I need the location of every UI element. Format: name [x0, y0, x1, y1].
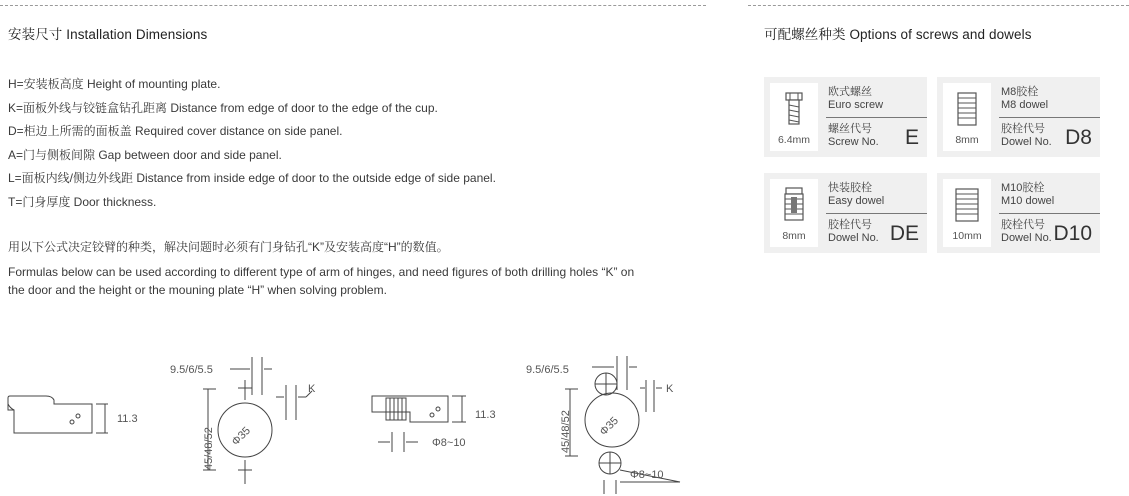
screw-name: M8胶栓 M8 dowel — [1001, 86, 1049, 111]
screw-size: 6.4mm — [777, 134, 811, 146]
definition-l: L=面板内线/侧边外线距 Distance from inside edge of door to the outside edge of side panel. — [8, 171, 496, 185]
mounting-plate-drawing — [8, 396, 108, 433]
screw-code: E — [904, 126, 919, 149]
screw-code-label: 胶栓代号 Dowel No. — [1001, 219, 1052, 244]
k-label-b: K — [666, 383, 674, 395]
screw-card-easy — [764, 173, 927, 253]
screw-divider — [826, 213, 927, 214]
screw-card-m8 — [937, 77, 1100, 157]
screw-divider — [999, 117, 1100, 118]
hinge-cup-drawing — [203, 357, 312, 484]
screw-code: D8 — [1065, 126, 1092, 149]
screw-code-label: 胶栓代号 Dowel No. — [828, 219, 879, 244]
offset-label: 9.5/6/5.5 — [170, 364, 213, 376]
screw-image-box — [770, 83, 818, 151]
screw-code-label: 胶栓代号 Dowel No. — [1001, 123, 1052, 148]
screw-divider — [826, 117, 927, 118]
screw-card-euro — [764, 77, 927, 157]
screw-image-box — [770, 179, 818, 247]
definition-a: A=门与侧板间隙 Gap between door and side panel. — [8, 147, 282, 162]
screw-image-box — [943, 83, 991, 151]
screw-code-label: 螺丝代号 Screw No. — [828, 123, 879, 148]
cup-diameter-label: Φ35 — [229, 424, 253, 449]
k-label: K — [308, 383, 316, 395]
screw-card-m10 — [937, 173, 1100, 253]
screw-code: DE — [889, 222, 919, 245]
installation-title: 安装尺寸 Installation Dimensions — [8, 27, 208, 42]
offset-label-b: 9.5/6/5.5 — [526, 364, 569, 376]
screw-name: M10胶栓 M10 dowel — [1001, 182, 1055, 207]
screw-size: 10mm — [952, 230, 982, 242]
cup-diameter-label-b: Φ35 — [597, 414, 621, 439]
divider-right — [748, 5, 1129, 6]
screw-size: 8mm — [782, 230, 806, 242]
definition-k: K=面板外线与铰链盒钻孔距离 Distance from edge of door to the edge of the cup. — [8, 100, 438, 115]
definition-h: H=安装板高度 Height of mounting plate. — [8, 77, 221, 91]
screw-size: 8mm — [955, 134, 979, 146]
definition-d: D=柜边上所需的面板盖 Required cover distance on side panel. — [8, 124, 343, 138]
height-range-label: 45/48/52 — [203, 427, 215, 470]
screw-code: D10 — [1053, 222, 1092, 245]
definitions-list — [8, 73, 708, 214]
plate-height-label-b: 11.3 — [475, 409, 496, 421]
dowel-diameter-label: Φ8~10 — [432, 437, 466, 449]
height-range-label-b: 45/48/52 — [560, 410, 572, 453]
screw-name: 快装胶栓 Easy dowel — [828, 182, 885, 207]
plate-height-label: 11.3 — [117, 413, 138, 425]
screw-image-box — [943, 179, 991, 247]
screw-divider — [999, 213, 1100, 214]
installation-diagrams — [0, 350, 720, 496]
note-chinese: 用以下公式决定铰臂的种类，解决问题时必须有门身钻孔“K”及安装高度“H”的数值。 — [8, 240, 449, 254]
divider-left — [0, 5, 706, 6]
note-english: Formulas below can be used according to different type of arm of hinges, and need figures of both drilling holes “K” on the door and the height or the mouning plate “H” when solving problem. — [8, 265, 635, 297]
screws-title: 可配螺丝种类 Options of screws and dowels — [764, 27, 1032, 42]
dowel-diameter-label-b: Φ8~10 — [630, 469, 664, 481]
definition-t: T=门身厚度 Door thickness. — [8, 194, 157, 209]
screw-name: 欧式螺丝 Euro screw — [828, 86, 884, 111]
